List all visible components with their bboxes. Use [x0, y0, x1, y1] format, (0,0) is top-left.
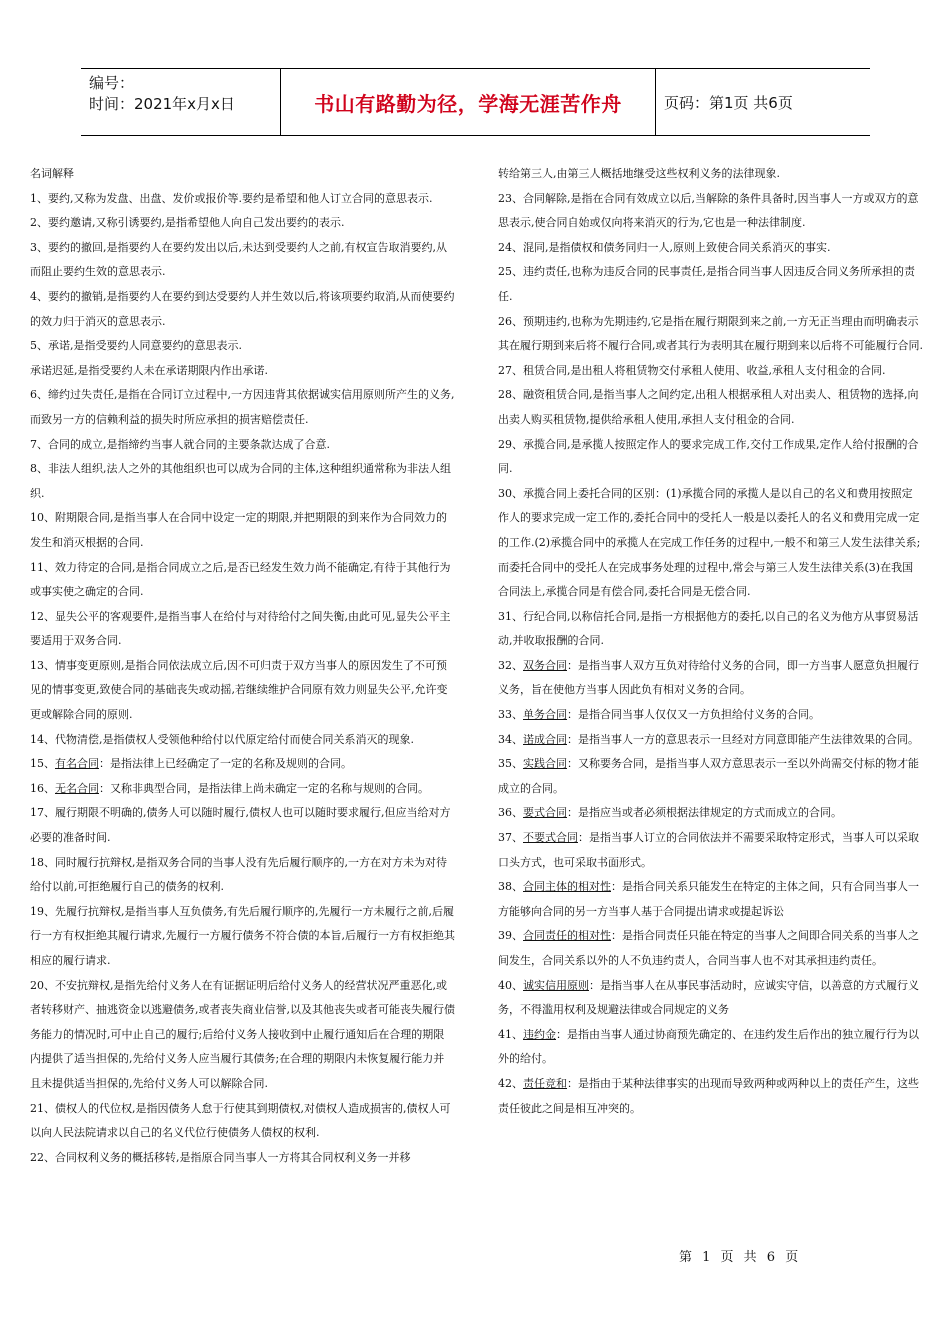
definition-paragraph: 14、代物清偿,是指债权人受领他种给付以代原定给付而使合同关系消灭的现象.	[30, 732, 414, 746]
definition-paragraph	[498, 703, 923, 728]
definition-paragraph	[30, 752, 455, 777]
definition-paragraph: 8、非法人组织,法人之外的其他组织也可以成为合同的主体,这种组织通常称为非法人组织.	[30, 462, 451, 500]
definition-paragraph: 12、显失公平的客观要件,是指当事人在给付与对待给付之间失衡,由此可见,显失公平主要适用于双务合同.	[30, 609, 451, 648]
definition-paragraph: 18、同时履行抗辩权,是指双务合同的当事人没有先后履行顺序的,一方在对方未为对待给付以前,可拒绝履行自己的债务的权利.	[30, 855, 447, 894]
definition-paragraph: 7、合同的成立,是指缔约当事人就合同的主要条款达成了合意.	[30, 437, 330, 451]
definition-paragraph: 5、承诺,是指受要约人同意要约的意思表示.	[30, 339, 242, 353]
header-left-cell	[89, 73, 235, 115]
definition-paragraph: 29、承揽合同,是承揽人按照定作人的要求完成工作,交付工作成果,定作人给付报酬的合同.	[498, 437, 919, 476]
definition-paragraph: 30、承揽合同上委托合同的区别：(1)承揽合同的承揽人是以自己的名义和费用按照定作人的要求完成一定工作的,委托合同中的受托人一般是以委托人的名义和费用完成一定的工作.(2)承揽合同中的承揽人在完成工作任务的过程中,一般不和第三人发生法律关系;而委托合同中的受托人在完成事务处理的过程中,常会与第三人发生法律关系(3)在我国合同法上,承揽合同是有偿合同,委托合同是无偿合同.	[498, 486, 921, 599]
definition-paragraph: 28、融资租赁合同,是指当事人之间约定,出租人根据承租人对出卖人、租赁物的选择,向出卖人购买租赁物,提供给承租人使用,承担人支付租金的合同.	[498, 388, 919, 426]
definition-paragraph: 4、要约的撤销,是指要约人在要约到达受要约人并生效以后,将该项要约取消,从而使要约的效力归于消灭的意思表示.	[30, 289, 455, 328]
definition-paragraph: 10、附期限合同,是指当事人在合同中设定一定的期限,并把期限的到来作为合同效力的发生和消灭根据的合同.	[30, 511, 447, 549]
defined-term: 要式合同	[523, 806, 567, 820]
definition-paragraph: 13、情事变更原则,是指合同依法成立后,因不可归责于双方当事人的原因发生了不可预见的情事变更,致使合同的基础丧失或动摇,若继续维护合同原有效力则显失公平,允许变更或解除合同的原则.	[30, 658, 448, 722]
definition-number: 16、	[30, 781, 55, 795]
defined-term: 双务合同	[523, 658, 567, 672]
definition-paragraph: 22、合同权利义务的概括移转,是指原合同当事人一方将其合同权利义务一并移	[30, 1150, 411, 1164]
defined-term: 违约金	[523, 1027, 556, 1041]
definition-paragraph	[498, 752, 923, 801]
header-divider	[655, 69, 656, 135]
definition-paragraph	[498, 974, 923, 1023]
definition-paragraph: 23、合同解除,是指在合同有效成立以后,当解除的条件具备时,因当事人一方或双方的意思表示,使合同自始或仅向将来消灭的行为,它也是一种法律制度.	[498, 191, 919, 230]
definition-paragraph	[498, 924, 923, 973]
defined-term: 合同责任的相对性	[523, 929, 611, 943]
definition-paragraph: 承诺迟延,是指受要约人未在承诺期限内作出承诺.	[30, 363, 268, 377]
definition-paragraph: 17、履行期限不明确的,债务人可以随时履行,债权人也可以随时要求履行,但应当给对方必要的准备时间.	[30, 806, 451, 845]
defined-term: 单务合同	[523, 708, 567, 722]
defined-term: 诺成合同	[523, 732, 567, 746]
definition-paragraph: 名词解释	[30, 167, 74, 180]
definition-number: 15、	[30, 757, 55, 771]
defined-term: 诚实信用原则	[523, 978, 589, 992]
definition-number: 40、	[498, 978, 523, 992]
definition-paragraph: 24、混同,是指债权和债务同归一人,原则上致使合同关系消灭的事实.	[498, 240, 831, 254]
definition-paragraph	[498, 1072, 923, 1121]
defined-term: 有名合同	[55, 757, 99, 771]
definition-text: ：是指由于某种法律事实的出现而导致两种或两种以上的责任产生，这些责任彼此之间是相互冲突的。	[498, 1076, 919, 1115]
definition-paragraph	[498, 875, 923, 924]
definition-text: ：是指当事人订立的合同依法并不需要采取特定形式，当事人可以采取口头方式，也可采取书面形式。	[498, 831, 919, 869]
definition-paragraph: 2、要约邀请,又称引诱要约,是指希望他人向自己发出要约的表示.	[30, 216, 345, 230]
definition-text: ：是指合同关系只能发生在特定的主体之间，只有合同当事人一方能够向合同的另一方当事人基于合同提出请求或提起诉讼	[498, 880, 919, 918]
definition-paragraph	[498, 728, 923, 753]
definition-text: ：是指当事人双方互负对待给付义务的合同，即一方当事人愿意负担履行义务，旨在使他方当事人因此负有相对义务的合同。	[498, 658, 919, 697]
motto: 书山有路勤为径，学海无涯苦作舟	[314, 91, 622, 116]
definition-paragraph	[30, 777, 455, 802]
definition-paragraph: 19、先履行抗辩权,是指当事人互负债务,有先后履行顺序的,先履行一方未履行之前,后履行一方有权拒绝其履行请求,先履行一方履行债务不符合债的本旨,后履行一方有权拒绝其相应的履行请求.	[30, 904, 455, 967]
definition-paragraph: 25、违约责任,也称为违反合同的民事责任,是指合同当事人因违反合同义务所承担的责任.	[498, 265, 915, 303]
definition-paragraph: 6、缔约过失责任,是指在合同订立过程中,一方因违背其依据诚实信用原则所产生的义务,而致另一方的信赖利益的损失时所应承担的损害赔偿责任.	[30, 388, 455, 426]
definition-number: 36、	[498, 806, 523, 820]
definition-paragraph: 20、不安抗辩权,是指先给付义务人在有证据证明后给付义务人的经营状况严重恶化,或者转移财产、抽逃资金以逃避债务,或者丧失商业信誉,以及其他丧失或者可能丧失履行债务能力的情况时,可中止自己的履行;后给付义务人接收到中止履行通知后在合理的期限内提供了适当担保的,先给付义务人应当履行其债务;在合理的期限内未恢复履行能力并且未提供适当担保的,先给付义务人可以解除合同.	[30, 978, 455, 1090]
definition-paragraph	[498, 1023, 923, 1072]
definition-paragraph: 21、债权人的代位权,是指因债务人怠于行使其到期债权,对债权人造成损害的,债权人可以向人民法院请求以自己的名义代位行使债务人债权的权利.	[30, 1101, 451, 1140]
definition-text: ：是指由当事人通过协商预先确定的、在违约发生后作出的独立履行行为以外的给付。	[498, 1027, 919, 1066]
definition-paragraph	[498, 801, 923, 826]
definition-number: 32、	[498, 658, 523, 672]
definition-paragraph: 11、效力待定的合同,是指合同成立之后,是否已经发生效力尚不能确定,有待于其他行为或事实使之确定的合同.	[30, 560, 451, 599]
definition-paragraph	[498, 826, 923, 875]
definition-paragraph: 31、行纪合同,以称信托合同,是指一方根据他方的委托,以自己的名义为他方从事贸易活动,并收取报酬的合同.	[498, 609, 919, 648]
definition-text: ：是指当事人在从事民事活动时，应诚实守信，以善意的方式履行义务，不得滥用权利及规避法律或合同规定的义务	[498, 978, 919, 1017]
definition-paragraph: 27、租赁合同,是出租人将租赁物交付承租人使用、收益,承租人支付租金的合同.	[498, 363, 886, 377]
definition-text: ：是指合同当事人仅仅又一方负担给付义务的合同。	[567, 708, 820, 722]
definition-text: ：是指法律上已经确定了一定的名称及规则的合同。	[99, 757, 352, 771]
defined-term: 实践合同	[523, 757, 567, 771]
definition-number: 38、	[498, 880, 523, 894]
definition-text: ：又称要务合同，是指当事人双方意思表示一至以外尚需交付标的物才能成立的合同。	[498, 757, 919, 795]
right-column	[498, 162, 923, 1121]
definition-text: ：又称非典型合同，是指法律上尚未确定一定的名称与规则的合同。	[99, 781, 429, 795]
definition-text: ：是指当事人一方的意思表示一旦经对方同意即能产生法律效果的合同。	[567, 732, 919, 746]
defined-term: 责任竞和	[523, 1076, 567, 1090]
definition-text: ：是指应当或者必须根据法律规定的方式而成立的合同。	[567, 806, 842, 820]
definition-paragraph	[498, 654, 923, 703]
definition-number: 37、	[498, 831, 523, 845]
header-table	[81, 68, 870, 136]
definition-text: ：是指合同责任只能在特定的当事人之间即合同关系的当事人之间发生，合同关系以外的人不负违约责人，合同当事人也不对其承担违约责任。	[498, 929, 919, 967]
defined-term: 无名合同	[55, 781, 99, 795]
definition-number: 35、	[498, 757, 523, 771]
definition-number: 33、	[498, 708, 523, 722]
definition-paragraph: 3、要约的撤回,是指要约人在要约发出以后,未达到受要约人之前,有权宣告取消要约,从而阻止要约生效的意思表示.	[30, 240, 447, 279]
left-column	[30, 162, 455, 1170]
time-label: 时间：2021年x月x日	[89, 95, 235, 113]
page-footer: 第 1 页 共 6 页	[679, 1250, 802, 1265]
definition-paragraph: 1、要约,又称为发盘、出盘、发价或报价等.要约是希望和他人订立合同的意思表示.	[30, 191, 433, 205]
definition-number: 34、	[498, 732, 523, 746]
definition-number: 39、	[498, 929, 523, 943]
definition-paragraph: 26、预期违约,也称为先期违约,它是指在履行期限到来之前,一方无正当理由而明确表示其在履行期到来后将不履行合同,或者其行为表明其在履行期到来以后将不可能履行合同.	[498, 314, 923, 353]
definition-paragraph: 转给第三人,由第三人概括地继受这些权利义务的法律现象.	[498, 167, 780, 180]
defined-term: 不要式合同	[523, 831, 578, 845]
page-label: 页码：第1页 共6页	[664, 93, 793, 112]
definition-number: 41、	[498, 1027, 523, 1041]
code-label: 编号：	[89, 74, 135, 92]
defined-term: 合同主体的相对性	[523, 880, 611, 894]
definition-number: 42、	[498, 1076, 523, 1090]
